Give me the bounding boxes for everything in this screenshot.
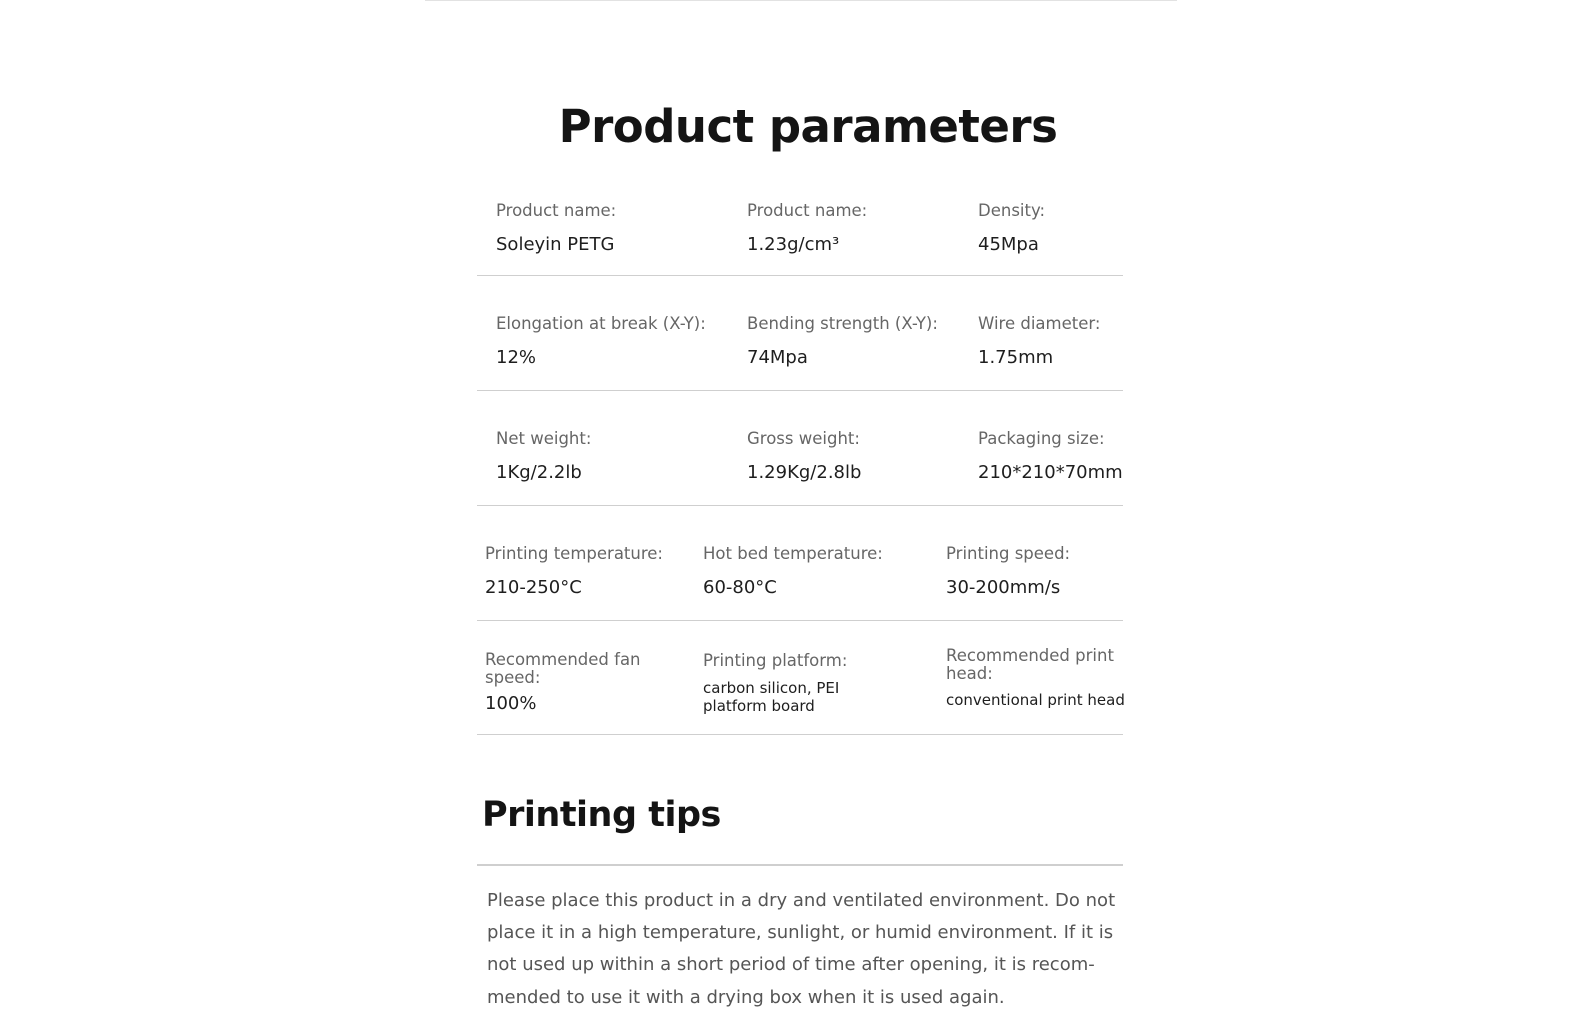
param-row-2: [477, 276, 1123, 391]
param-row-5: [477, 621, 1123, 735]
param-label: Product name:: [747, 201, 868, 220]
param-printing-speed: [946, 544, 1070, 599]
param-value: 1Kg/2.2lb: [496, 462, 582, 483]
tips-divider: [477, 864, 1123, 866]
page-title: Product parameters: [558, 100, 1058, 153]
param-print-head: [946, 647, 1131, 709]
param-value: carbon silicon, PEI platform board: [703, 679, 840, 715]
param-label: Hot bed temperature:: [703, 544, 883, 563]
param-density-value: [747, 201, 867, 256]
param-printing-platform: [703, 651, 878, 715]
param-label: Density:: [978, 201, 1046, 220]
param-fan-speed: [485, 651, 665, 715]
param-value: 45Mpa: [978, 234, 1039, 255]
param-printing-temperature: [485, 544, 663, 599]
param-label: Elongation at break (X-Y):: [496, 314, 706, 333]
param-value: 100%: [485, 693, 537, 714]
param-label: Printing platform:: [703, 651, 848, 670]
param-value: 210-250°C: [485, 577, 582, 598]
param-value: 1.23g/cm³: [747, 234, 840, 255]
param-wire-diameter: [978, 314, 1100, 369]
param-row-4: [477, 506, 1123, 621]
param-label: Recommended fan speed:: [485, 650, 641, 687]
param-value: conventional print head: [946, 691, 1125, 709]
param-value: 30-200mm/s: [946, 577, 1061, 598]
param-row-3: [477, 391, 1123, 506]
printing-tips-text: Please place this product in a dry and ventilated environment. Do not place it in a high temperature, sunlight, or humid environment. If it is not used up within a short period of time after opening, it is recom-mended to use it with a drying box when it is used again.: [487, 890, 1116, 1008]
param-elongation: [496, 314, 706, 369]
param-label: Recommended print head:: [946, 646, 1114, 683]
param-value: Soleyin PETG: [496, 234, 615, 255]
param-row-1: [477, 195, 1123, 276]
param-label: Wire diameter:: [978, 314, 1101, 333]
param-label: Gross weight:: [747, 429, 860, 448]
param-product-name: [496, 201, 616, 256]
param-label: Packaging size:: [978, 429, 1105, 448]
param-net-weight: [496, 429, 591, 484]
param-label: Product name:: [496, 201, 617, 220]
param-value: 210*210*70mm: [978, 462, 1123, 483]
param-value: 74Mpa: [747, 347, 808, 368]
param-value: 60-80°C: [703, 577, 777, 598]
param-bending-strength: [747, 314, 938, 369]
top-divider: [425, 0, 1177, 1]
param-label: Bending strength (X-Y):: [747, 314, 938, 333]
param-label: Printing speed:: [946, 544, 1071, 563]
param-value: 1.29Kg/2.8lb: [747, 462, 862, 483]
param-hot-bed-temperature: [703, 544, 883, 599]
param-packaging-size: [978, 429, 1123, 484]
param-label: Printing temperature:: [485, 544, 663, 563]
param-value: 1.75mm: [978, 347, 1054, 368]
printing-tips-title: Printing tips: [482, 795, 721, 835]
param-value: 12%: [496, 347, 537, 368]
param-gross-weight: [747, 429, 861, 484]
param-strength: [978, 201, 1045, 256]
param-label: Net weight:: [496, 429, 592, 448]
